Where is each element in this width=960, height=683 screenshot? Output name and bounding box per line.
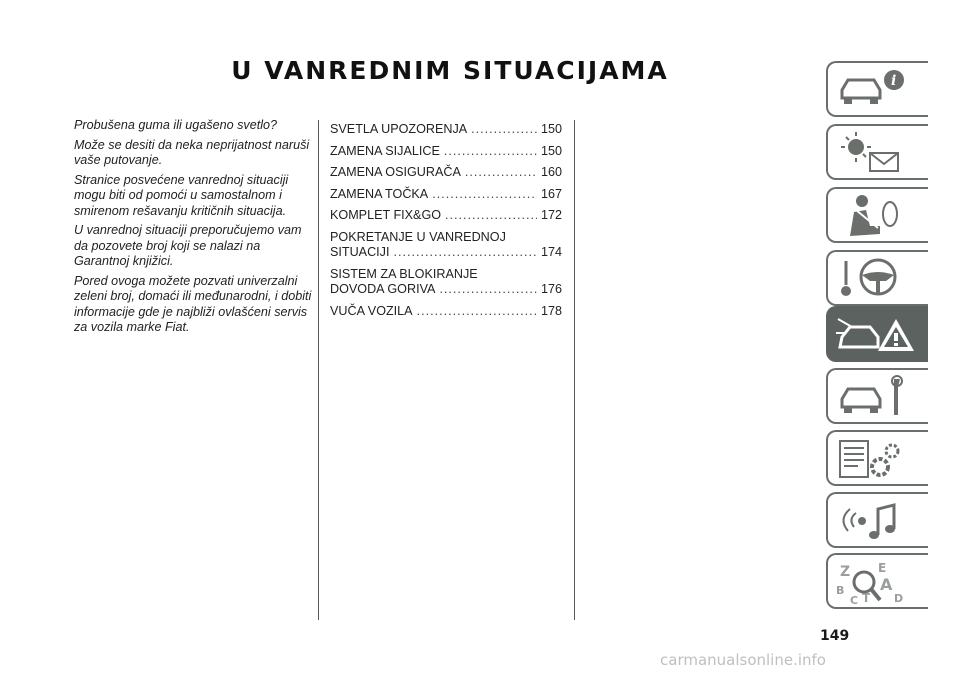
toc-entry[interactable] — [330, 144, 562, 160]
toc-page-number: 178 — [540, 303, 562, 318]
toc-entry[interactable] — [330, 165, 562, 181]
index-letter: Z — [840, 564, 851, 580]
toc-dot-leader — [439, 282, 537, 298]
toc-page-number: 160 — [540, 165, 562, 179]
toc-page-number: 150 — [540, 122, 562, 136]
toc-dot-leader — [444, 144, 537, 160]
tab-car-info[interactable] — [826, 61, 928, 117]
column-divider — [574, 120, 575, 620]
tab-maintenance[interactable] — [826, 368, 928, 424]
toc-entry[interactable] — [330, 187, 562, 203]
seat-safety-icon — [834, 192, 924, 240]
toc-entry[interactable] — [330, 304, 562, 320]
toc-entry-label: VUČA VOZILA — [330, 303, 413, 318]
index-letter: T — [862, 591, 871, 605]
toc-page-number: 174 — [540, 245, 562, 259]
tab-index[interactable] — [826, 553, 928, 609]
index-letter: A — [880, 575, 893, 594]
toc-entry-label: POKRETANJE U VANREDNOJ — [330, 229, 506, 244]
page-number: 149 — [820, 628, 850, 644]
tab-seat-safety[interactable] — [826, 187, 928, 243]
intro-paragraph: Pored ovoga možete pozvati univerzalni zeleni broj, domaći ili međunarodni, i dobiti informacije gde je najbliži ovlašćeni servis za vozila marke Fiat. — [74, 273, 312, 334]
tab-starting-driving[interactable] — [826, 250, 928, 306]
index-letter: C — [850, 594, 859, 606]
toc-entry[interactable] — [330, 208, 562, 224]
toc-dot-leader — [465, 165, 537, 181]
toc-entry[interactable] — [330, 122, 562, 138]
toc-dot-leader — [471, 122, 537, 138]
intro-paragraph: Probušena guma ili ugašeno svetlo? — [74, 118, 278, 132]
tab-warning-lights[interactable] — [826, 124, 928, 180]
table-of-contents — [330, 122, 562, 325]
index-letter: E — [878, 561, 887, 575]
alphabetical-index-icon — [834, 558, 924, 606]
svg-text:i: i — [891, 73, 897, 89]
warning-lights-icon — [834, 129, 924, 177]
toc-entry-label: SVETLA UPOZORENJA — [330, 122, 468, 136]
toc-entry-label: KOMPLET FIX&GO — [330, 208, 442, 222]
toc-page-number: 167 — [540, 186, 562, 201]
tab-technical-data[interactable] — [826, 430, 928, 486]
toc-dot-leader — [445, 208, 537, 224]
intro-paragraph: U vanrednoj situaciji preporučujemo vam da pozovete broj koji se nalazi na Garantnoj knjižici. — [74, 223, 302, 268]
column-divider — [318, 120, 319, 620]
intro-paragraph: Stranice posvećene vanrednoj situaciji mogu biti od pomoći u samostalnom i smirenom rešavanju kritičnih situacija. — [74, 172, 289, 218]
index-letter: B — [836, 584, 845, 597]
intro-text — [74, 118, 314, 340]
car-info-icon — [834, 66, 924, 114]
toc-entry-label: ZAMENA OSIGURAČA — [330, 165, 461, 179]
steering-wheel-icon — [834, 255, 924, 303]
toc-entry[interactable] — [330, 230, 562, 261]
toc-page-number: 172 — [540, 208, 562, 222]
multimedia-icon — [834, 497, 924, 545]
toc-dot-leader — [393, 245, 537, 261]
toc-page-number: 150 — [540, 143, 562, 158]
page-title: U VANREDNIM SITUACIJAMA — [231, 56, 669, 85]
toc-entry-label: SISTEM ZA BLOKIRANJE — [330, 266, 478, 281]
index-letter: D — [894, 592, 904, 605]
toc-entry-label: ZAMENA TOČKA — [330, 186, 429, 201]
car-maintenance-icon — [834, 373, 924, 421]
intro-paragraph: Može se desiti da neka neprijatnost naruši vaše putovanje. — [74, 137, 310, 167]
toc-entry-label: SITUACIJI — [330, 245, 390, 259]
watermark: carmanualsonline.info — [660, 651, 826, 669]
tab-emergency[interactable] — [826, 306, 928, 362]
toc-dot-leader — [417, 304, 537, 320]
technical-data-icon — [834, 435, 924, 483]
tab-multimedia[interactable] — [826, 492, 928, 548]
toc-dot-leader — [432, 187, 537, 203]
toc-entry-label: DOVODA GORIVA — [330, 282, 436, 296]
toc-page-number: 176 — [540, 282, 562, 296]
toc-entry-label: ZAMENA SIJALICE — [330, 143, 440, 158]
toc-entry[interactable] — [330, 267, 562, 298]
emergency-triangle-icon — [834, 311, 924, 359]
